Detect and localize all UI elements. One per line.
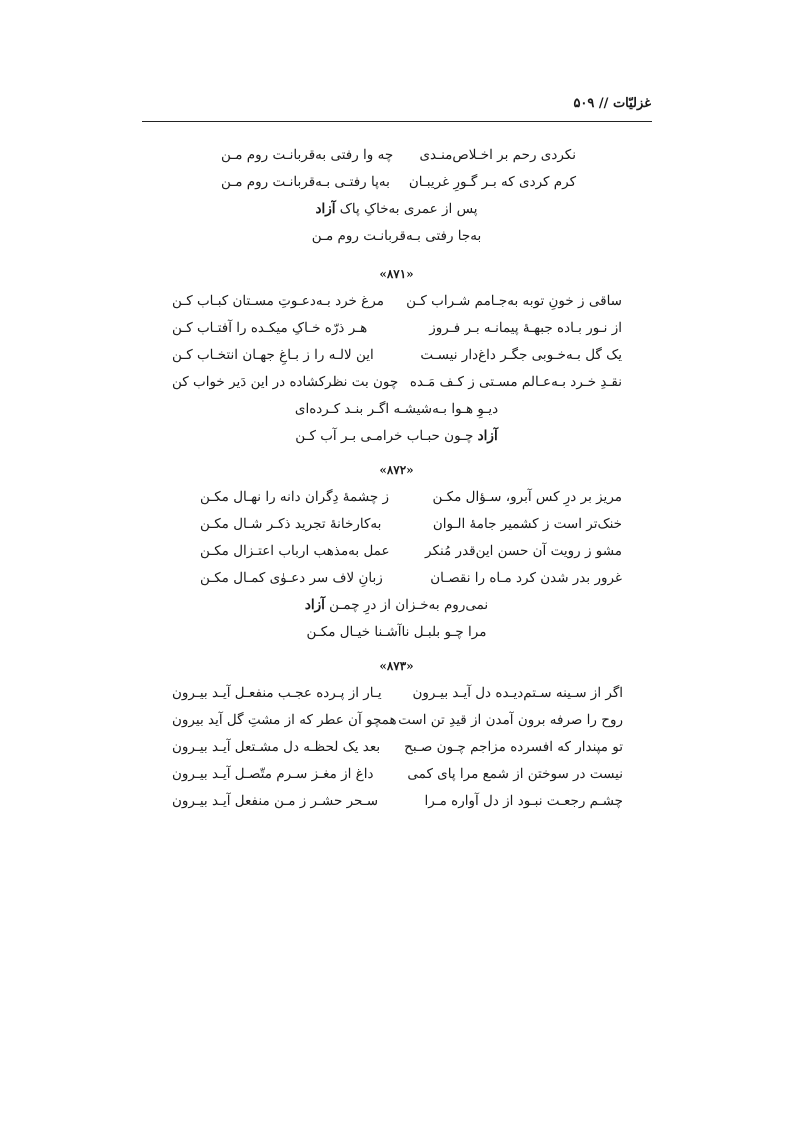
bayt bbox=[0, 788, 793, 815]
closing-line: مرا چـو بلبـل ناآشـنا خیـال مکـن bbox=[306, 624, 487, 640]
closing-line: نمی‌روم به‌خـزان از درِ چمـن آزاد bbox=[304, 597, 489, 613]
hemistich-right: تو مپندار که افسرده مزاجم چـون صـبح bbox=[404, 739, 623, 755]
hemistich-left: داغ از مغـز سـرم متّصـل آیـد بیـرون bbox=[172, 766, 374, 782]
hemistich-right: روح را صرفه برون آمدن از قیدِ تن است bbox=[398, 712, 623, 728]
hemistich-left: هـر ذرّه خـاکِ میکـده را آفتـاب کـن bbox=[172, 320, 368, 336]
hemistich-left: به‌پا رفتـی بـه‌قربانـت روم مـن bbox=[221, 174, 390, 190]
bayt bbox=[0, 761, 793, 788]
hemistich-left: ز چشمهٔ دِگران دانه را نهـال مکـن bbox=[200, 489, 390, 505]
closing-line: آزاد چـون حبـاب خرامـی بـر آب کـن bbox=[295, 428, 498, 444]
bayt bbox=[0, 707, 793, 734]
bayt bbox=[0, 484, 793, 511]
closing-line: دیـوِ هـوا بـه‌شیشـه اگـر بنـد کـرده‌ای bbox=[294, 401, 499, 417]
poem-continuation bbox=[0, 142, 793, 250]
hemistich-right: کرم کردی که بـر گـورِ غریبـان bbox=[408, 174, 576, 190]
hemistich-right: نیست در سوختن از شمع مرا پای کمی bbox=[407, 766, 623, 782]
poem-873 bbox=[0, 656, 793, 815]
hemistich-left: سـحر حشـر ز مـن منفعل آیـد بیـرون bbox=[172, 793, 379, 809]
hemistich-right: خنک‌تر است ز کشمیر جامهٔ الـوان bbox=[432, 516, 622, 532]
hemistich-left: مرغ خرد بـه‌دعـوتِ مسـتان کبـاب کـن bbox=[172, 293, 384, 309]
hemistich-right: مریز بر درِ کس آبرو، سـؤال مکـن bbox=[432, 489, 622, 505]
poet-pen-name: آزاد bbox=[477, 428, 498, 444]
bayt bbox=[0, 565, 793, 592]
poem-number: «۸۷۲» bbox=[379, 463, 414, 477]
hemistich-right: نقـدِ خـرد بـه‌عـالم مسـتی ز کـف مَـده bbox=[409, 374, 622, 390]
hemistich-left: به‌کارخانهٔ تجرید ذکـر شـال مکـن bbox=[200, 516, 382, 532]
hemistich-left: همچو آن عطر که از مشتِ گل آید بیرون bbox=[172, 712, 397, 728]
hemistich-right: غرور بدر شدن کرد مـاه را نقصـان bbox=[430, 570, 622, 586]
poet-pen-name: آزاد bbox=[304, 597, 325, 613]
bayt bbox=[0, 142, 793, 169]
hemistich-right: از نـور بـاده جبهـهٔ پیمانـه بـر فـروز bbox=[429, 320, 622, 336]
bayt bbox=[0, 169, 793, 196]
hemistich-left: این لالـه را ز بـاغِ جهـان انتخـاب کـن bbox=[172, 347, 374, 363]
hemistich-right: ساقی ز خونِ توبه به‌جـامم شـراب کـن bbox=[406, 293, 622, 309]
bayt bbox=[0, 369, 793, 396]
poet-pen-name: آزاد bbox=[315, 201, 336, 217]
hemistich-left: عمل به‌مذهب ارباب اعتـزال مکـن bbox=[200, 543, 390, 559]
poem-871 bbox=[0, 264, 793, 450]
hemistich-left: چون بت نظرکشاده در این دَیر خواب کن bbox=[172, 374, 399, 390]
bayt bbox=[0, 734, 793, 761]
hemistich-right: نکردی رحم بر اخـلاص‌منـدی bbox=[419, 147, 576, 163]
bayt bbox=[0, 538, 793, 565]
poem-number: «۸۷۳» bbox=[379, 659, 414, 673]
bayt bbox=[0, 288, 793, 315]
poem-number: «۸۷۱» bbox=[379, 267, 414, 281]
bayt bbox=[0, 315, 793, 342]
hemistich-left: بعد یک لحظـه دل مشـتعل آیـد بیـرون bbox=[172, 739, 381, 755]
hemistich-right: چشـم رجعـت نبـود از دل آواره مـرا bbox=[424, 793, 623, 809]
closing-line: به‌جا رفتی بـه‌قربانـت روم مـن bbox=[311, 228, 482, 244]
poem-872 bbox=[0, 460, 793, 646]
hemistich-right: مشو ز رویت آن حسن این‌قدر مُنکر bbox=[425, 543, 622, 559]
header-rule bbox=[142, 121, 652, 122]
hemistich-left: یـار از پـرده عجـب منفعـل آیـد بیـرون bbox=[172, 685, 382, 701]
running-head: غزلیّات // ۵۰۹ bbox=[573, 96, 651, 111]
bayt bbox=[0, 342, 793, 369]
hemistich-right: یک گل بـه‌خـوبی جگـر داغ‌دار نیسـت bbox=[420, 347, 622, 363]
bayt bbox=[0, 680, 793, 707]
closing-line: پس از عمری به‌خاکِ پاک آزاد bbox=[315, 201, 478, 217]
bayt bbox=[0, 511, 793, 538]
hemistich-left: زبانِ لاف سر دعـوٰی کمـال مکـن bbox=[200, 570, 383, 586]
hemistich-left: چه وا رفتی به‌قربانـت روم مـن bbox=[221, 147, 394, 163]
hemistich-right: اگر از سـینه سـتم‌دیـده دل آیـد بیـرون bbox=[412, 685, 623, 701]
